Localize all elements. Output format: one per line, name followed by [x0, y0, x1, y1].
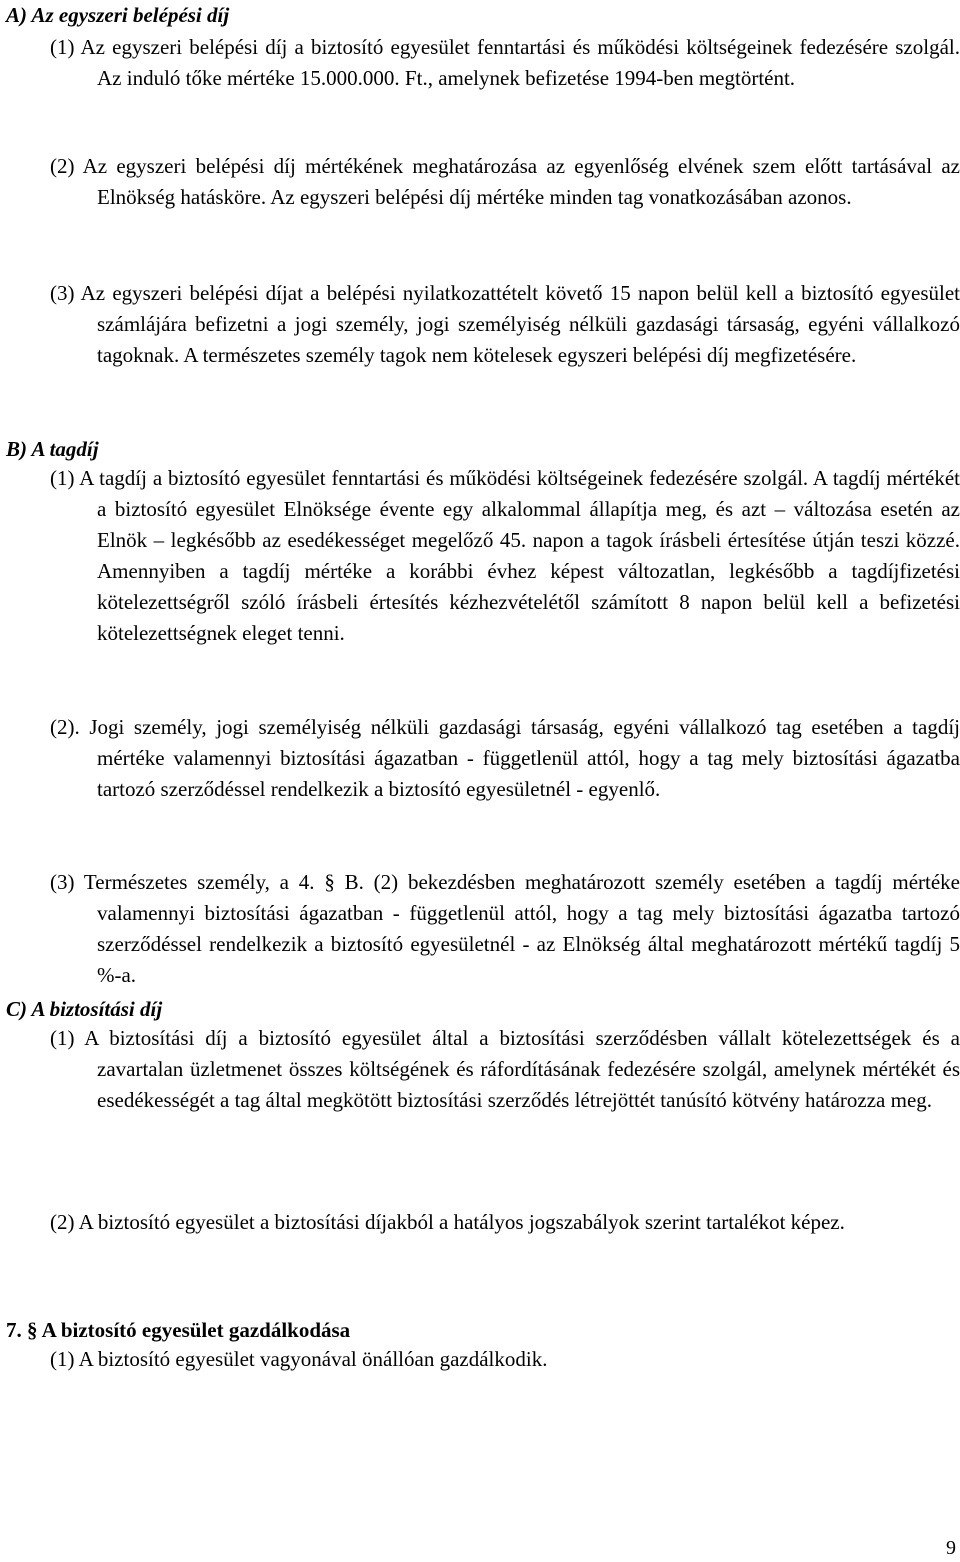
- section-a-paragraph-2: (2) Az egyszeri belépési díj mértékének meghatározása az egyenlőség elvének szem előtt tartásával az Elnökség hatásköre. Az egyszeri belépési díj mértéke minden tag vonatkozásában azonos.: [50, 154, 960, 209]
- section-b-paragraph-2: (2). Jogi személy, jogi személyiség nélküli gazdasági társaság, egyéni vállalkozó tag esetében a tagdíj mértéke valamennyi biztosítási ágazatban - függetlenül attól, hogy a tag mely biztosítási ágazatba tartozó szerződéssel rendelkezik a biztosító egyesületnél - egyenlő.: [50, 715, 960, 801]
- section-b-heading: B) A tagdíj: [6, 437, 99, 461]
- section-7-heading: 7. § A biztosító egyesület gazdálkodása: [6, 1318, 351, 1342]
- section-b-paragraph-1: (1) A tagdíj a biztosító egyesület fenntartási és működési költségeinek fedezésére szolgál. A tagdíj mértékét a biztosító egyesület Elnöksége évente egy alkalommal állapítja meg, és azt – változása esetén az Elnök – legkésőbb az esedékességet megelőző 45. napon a tagok írásbeli értesítése útján teszi közzé. Amennyiben a tagdíj mértéke a korábbi évhez képest változatlan, legkésőbb a tagdíjfizetési kötelezettségről szóló írásbeli értesítés kézhezvételétől számított 8 napon belül kell a befizetési kötelezettségnek eleget tenni.: [50, 466, 960, 645]
- page-number: 9: [946, 1537, 956, 1559]
- section-a-paragraph-3: (3) Az egyszeri belépési díjat a belépési nyilatkozattételt követő 15 napon belül kell a biztosító egyesület számlájára befizetni a jogi személy, jogi személyiség nélküli gazdasági társaság, egyéni vállalkozó tagoknak. A természetes személy tagok nem kötelesek egyszeri belépési díj megfizetésére.: [50, 281, 960, 367]
- section-c-paragraph-1: (1) A biztosítási díj a biztosító egyesület által a biztosítási szerződésben vállalt kötelezettségek és a zavartalan üzletmenet összes költségének és ráfordításának fedezésére szolgál, amelynek mértékét és esedékességét a tag által megkötött biztosítási szerződés létrejöttét tanúsító kötvény határozza meg.: [50, 1026, 960, 1112]
- section-c-heading: C) A biztosítási díj: [6, 997, 163, 1021]
- section-c-paragraph-2: (2) A biztosító egyesület a biztosítási díjakból a hatályos jogszabályok szerint tartalékot képez.: [50, 1210, 845, 1234]
- section-7-paragraph-1: (1) A biztosító egyesület vagyonával önállóan gazdálkodik.: [50, 1347, 548, 1371]
- section-a-paragraph-1: (1) Az egyszeri belépési díj a biztosító egyesület fenntartási és működési költségeinek fedezésére szolgál. Az induló tőke mértéke 15.000.000. Ft., amelynek befizetése 1994-ben megtörtént.: [50, 35, 960, 90]
- section-b-paragraph-3: (3) Természetes személy, a 4. § B. (2) bekezdésben meghatározott személy esetében a tagdíj mértéke valamennyi biztosítási ágazatban - függetlenül attól, hogy a tag mely biztosítási ágazatba tartozó szerződéssel rendelkezik a biztosító egyesületnél - az Elnökség által meghatározott mértékű tagdíj 5 %-a.: [50, 870, 960, 987]
- section-a-heading: A) Az egyszeri belépési díj: [6, 3, 230, 27]
